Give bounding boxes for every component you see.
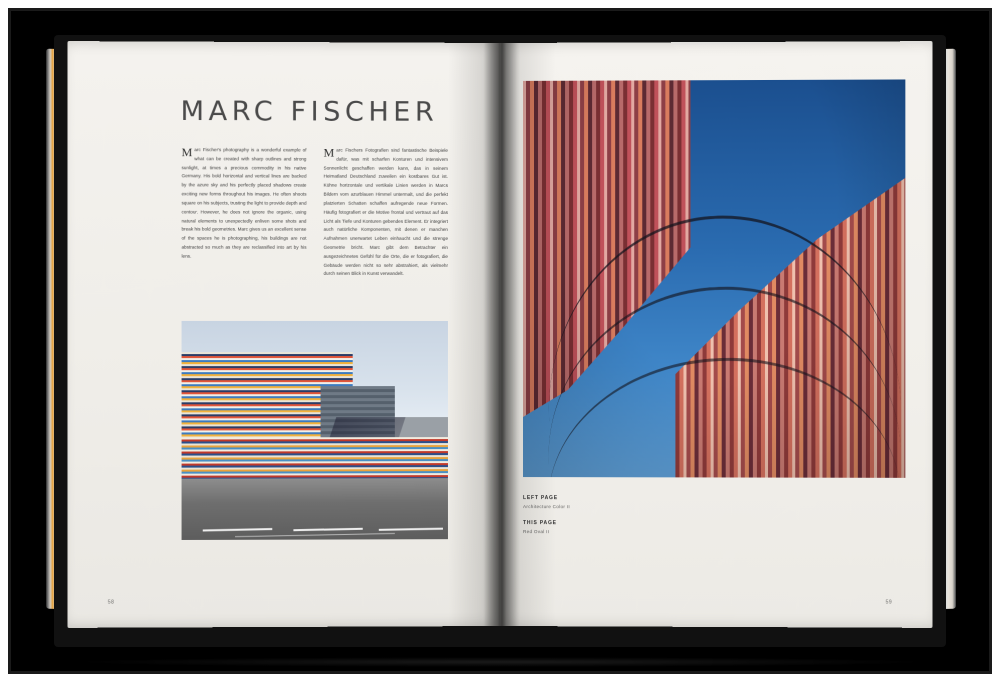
caption-text: Architecture Color II [523,504,570,510]
surface-reflection [71,657,931,667]
body-column-german [324,147,448,280]
open-book [44,25,956,658]
parking-line [203,529,272,532]
body-columns [182,146,448,279]
caption-text: Red Oval II [523,529,550,535]
parking-line [235,533,395,537]
photo-striped-wall-lower [182,437,448,479]
body-text-german: arc Fischers Fotografien sind fantastische Beispiele dafür, was mit scharfen Konturen und intensivem Sonnenlicht geschaffen werden kann, das in seinem Heimatland Deutschland zuweilen ein kostbares Gut ist. Kühne horizontale und vertikale Linien werden in Marcs Bildern vom azurblauen Himmel untermalt, und die perfekt platzierten Schatten schaffen aufregende neue Formen. Häufig fotografiert er die Motive frontal und vertraut auf das Licht als Tiefe und Konturen gebendes Element. Er integriert auch natürliche Komponenten, mit denen er manchen Aufnahmen unerwartet Leben einhaucht und die strenge Geometrie bricht. Marc gibt dem Betrachter ein ausgezeichnetes Gefühl für die Orte, die er fotografiert, die Gebäude werden nicht so sehr abstrahiert, als vielmehr durch seinen Blick in Kunst verwandelt. [323,147,448,277]
caption-left-page [523,495,724,510]
body-text-english: arc Fischer's photography is a wonderful example of what can be created with sharp outlines and strong sunlight, at times a precious commodity in his native Germany. His bold horizontal and vertical lines are backed by the azure sky and his perfectly placed shadows create exciting new forms throughout his images. He often shoots square on his subjects, trusting the light to provide depth and contour. However, he does not ignore the organic, using natural elements to unexpectedly enliven some shots and break his bold geometries. Marc gives us an excellent sense of the spaces he is photographing, his buildings are not abstracted so much as they are reclassified into art by his lens. [181,147,307,259]
folio-left: 58 [107,599,115,606]
caption-list [523,495,724,546]
page-title: MARC FISCHER [180,95,439,128]
photo-vignette [523,79,905,477]
right-page [500,41,933,628]
parking-line [379,528,443,531]
photo-parking-lot [182,478,448,540]
caption-heading: LEFT PAGE [523,495,558,502]
parking-line [294,528,363,531]
dropcap-german: M [323,145,335,160]
left-page [67,41,500,628]
photo-stage [11,11,989,671]
dropcap-english: M [181,145,193,160]
caption-this-page [523,520,724,535]
caption-heading: THIS PAGE [523,520,557,527]
body-column-english [182,146,307,279]
curved-facade-photo [523,79,905,477]
striped-building-photo [182,321,448,540]
folio-right: 59 [885,599,893,606]
